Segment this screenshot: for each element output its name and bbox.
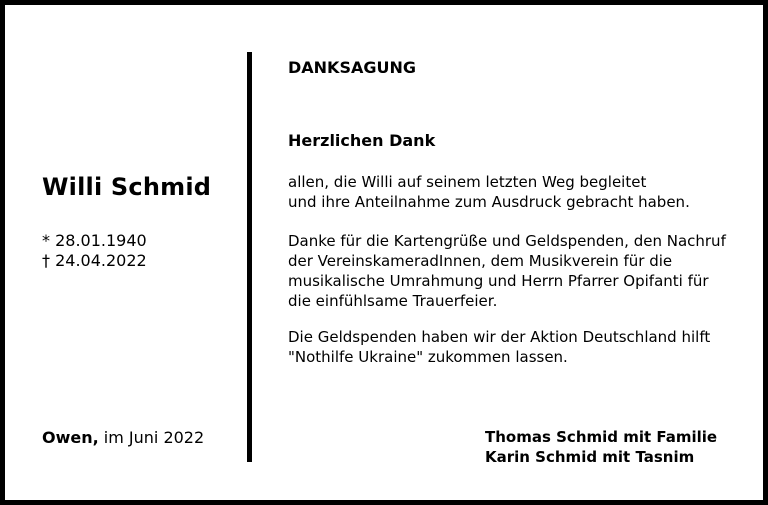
- birth-date: * 28.01.1940: [42, 231, 147, 250]
- paragraph-donations: [288, 327, 710, 367]
- date: im Juni 2022: [103, 428, 205, 447]
- place-date-line: [42, 428, 204, 447]
- obituary-card: [5, 5, 763, 500]
- notice-subheading: Herzlichen Dank: [288, 131, 436, 150]
- text-line: der VereinskameradInnen, dem Musikverein für die: [288, 252, 673, 270]
- text-line: "Nothilfe Ukraine" zukommen lassen.: [288, 348, 568, 366]
- place: Owen,: [42, 428, 99, 447]
- deceased-name: Willi Schmid: [42, 173, 212, 201]
- text-line: Die Geldspenden haben wir der Aktion Deutschland hilft: [288, 328, 711, 346]
- signature-line: Karin Schmid mit Tasnim: [485, 448, 695, 466]
- paragraph-gratitude: [288, 231, 726, 311]
- notice-heading: DANKSAGUNG: [288, 58, 417, 77]
- text-line: Danke für die Kartengrüße und Geldspenden, den Nachruf: [288, 232, 726, 250]
- vertical-divider: [247, 52, 252, 462]
- text-line: die einfühlsame Trauerfeier.: [288, 292, 498, 310]
- text-line: und ihre Anteilnahme zum Ausdruck gebracht haben.: [288, 193, 690, 211]
- life-dates: [42, 231, 147, 271]
- text-line: musikalische Umrahmung und Herrn Pfarrer Opifanti für: [288, 272, 709, 290]
- signature-line: Thomas Schmid mit Familie: [485, 428, 718, 446]
- text-line: allen, die Willi auf seinem letzten Weg begleitet: [288, 173, 647, 191]
- death-date: † 24.04.2022: [42, 251, 147, 270]
- paragraph-thanks: [288, 172, 690, 212]
- signatures: [485, 427, 717, 467]
